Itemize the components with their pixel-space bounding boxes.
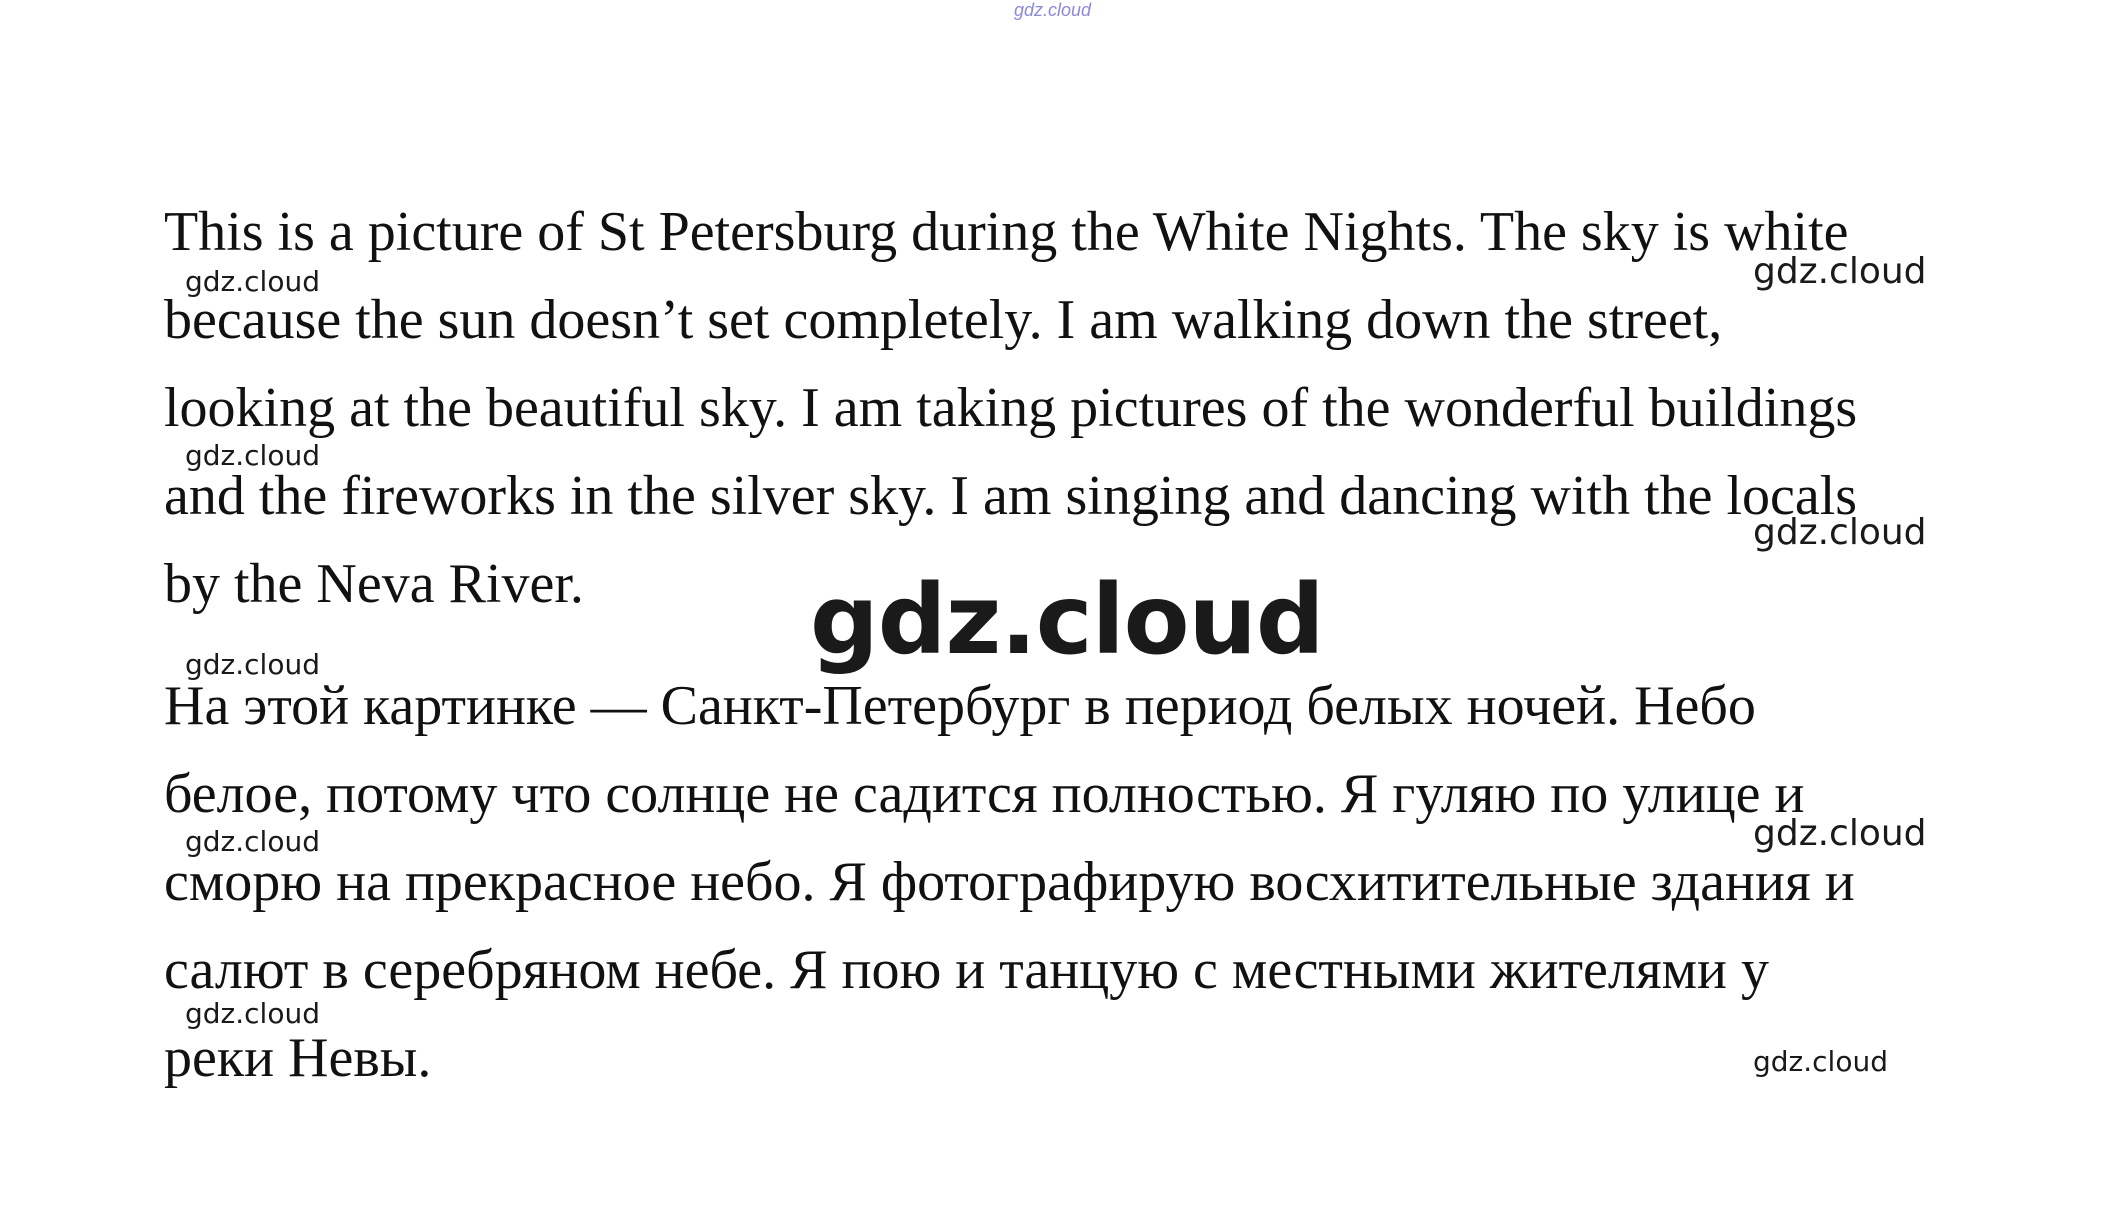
watermark-center: gdz.cloud — [810, 564, 1324, 676]
watermark-right-2: gdz.cloud — [1753, 512, 1927, 553]
english-line-5: by the Neva River. — [164, 553, 584, 615]
watermark-left-2: gdz.cloud — [185, 439, 320, 472]
english-line-4: and the fireworks in the silver sky. I am singing and dancing with the locals — [164, 465, 1858, 527]
watermark-left-4: gdz.cloud — [185, 825, 320, 858]
top-watermark: gdz.cloud — [1013, 0, 1092, 20]
english-line-2: because the sun doesn’t set completely. I am walking down the street, — [164, 289, 1723, 351]
russian-line-2: белое, потому что солнце не садится полностью. Я гуляю по улице и — [164, 763, 1805, 825]
watermark-right-3: gdz.cloud — [1753, 813, 1927, 854]
watermark-right-1: gdz.cloud — [1753, 251, 1927, 292]
english-line-1: This is a picture of St Petersburg during the White Nights. The sky is white — [164, 201, 1849, 263]
watermark-right-4: gdz.cloud — [1753, 1045, 1888, 1078]
russian-line-1: На этой картинке — Санкт-Петербург в период белых ночей. Небо — [164, 675, 1756, 737]
watermark-left-1: gdz.cloud — [185, 265, 320, 298]
russian-line-5: реки Невы. — [164, 1027, 432, 1089]
watermark-left-3: gdz.cloud — [185, 648, 320, 681]
russian-line-3: сморю на прекрасное небо. Я фотографирую восхитительные здания и — [164, 851, 1855, 913]
russian-line-4: салют в серебряном небе. Я пою и танцую с местными жителями у — [164, 939, 1769, 1001]
watermark-left-5: gdz.cloud — [185, 997, 320, 1030]
english-line-3: looking at the beautiful sky. I am taking pictures of the wonderful buildings — [164, 377, 1858, 439]
